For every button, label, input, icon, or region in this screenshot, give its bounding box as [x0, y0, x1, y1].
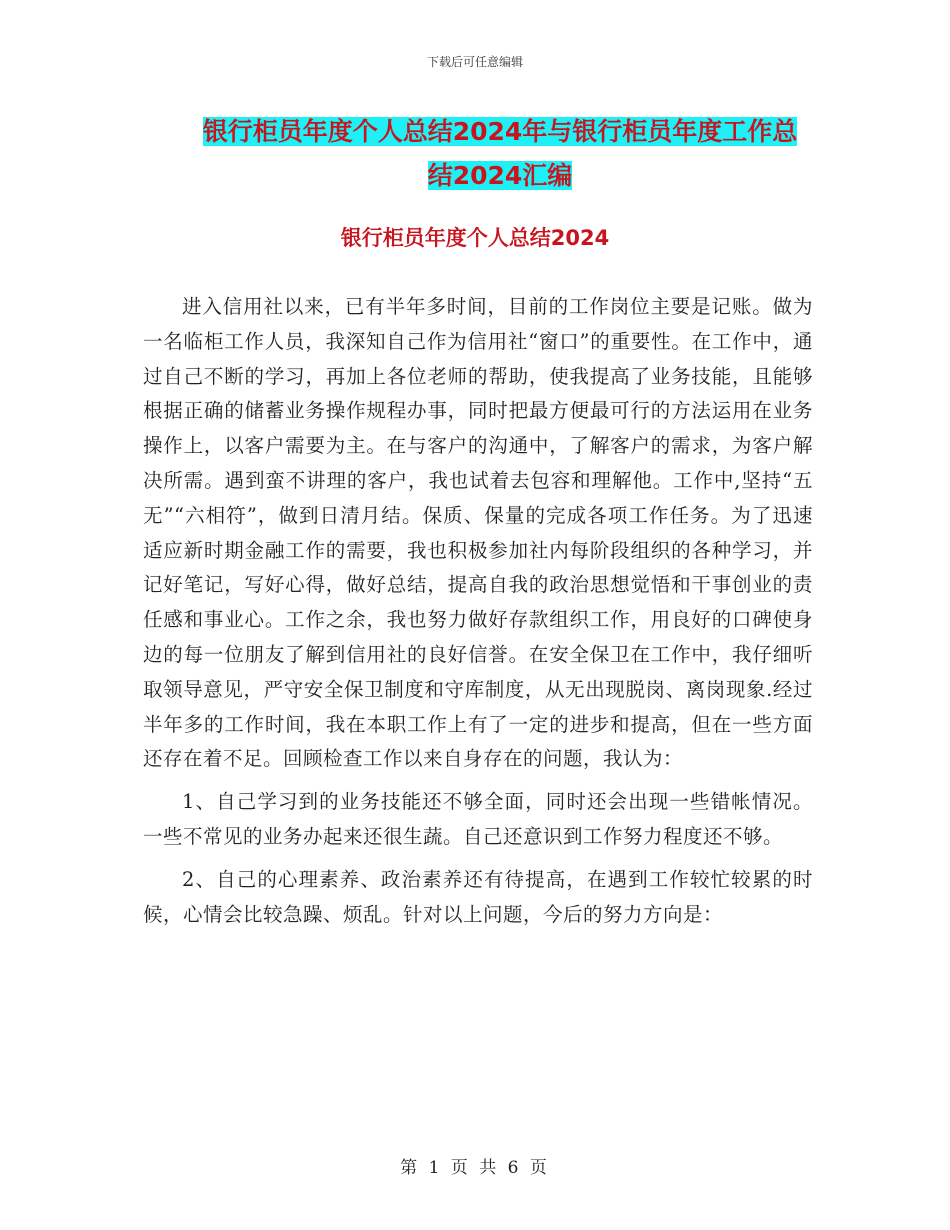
paragraph-point-2: 2、自己的心理素养、政治素养还有待提高，在遇到工作较忙较累的时候，心情会比较急躁、烦乱。针对以上问题，今后的努力方向是： [143, 867, 813, 926]
document-title [140, 110, 860, 198]
document-title-line-1: 银行柜员年度个人总结2024年与银行柜员年度工作总 [202, 117, 798, 146]
header-note: 下载后可任意编辑 [426, 55, 523, 69]
paragraph-point-1: 1、自己学习到的业务技能还不够全面，同时还会出现一些错帐情况。一些不常见的业务办起来还很生蔬。自己还意识到工作努力程度还不够。 [143, 790, 813, 848]
page-footer: 第 1 页 共 6 页 [400, 1158, 550, 1178]
document-title-line-2: 结2024汇编 [427, 161, 573, 190]
section-title: 银行柜员年度个人总结2024 [340, 226, 610, 250]
body-text [143, 290, 813, 932]
paragraph-intro: 进入信用社以来，已有半年多时间，目前的工作岗位主要是记账。做为一名临柜工作人员，我深知自己作为信用社“窗口”的重要性。在工作中，通过自己不断的学习，再加上各位老师的帮助，使我提高了业务技能，且能够根据正确的储蓄业务操作规程办事，同时把最方便最可行的方法运用在业务操作上，以客户需要为主。在与客户的沟通中，了解客户的需求，为客户解决所需。遇到蛮不讲理的客户，我也试着去包容和理解他。工作中,坚持“五无”“六相符”，做到日清月结。保质、保量的完成各项工作任务。为了迅速适应新时期金融工作的需要，我也积极参加社内每阶段组织的各种学习，并记好笔记，写好心得，做好总结，提高自我的政治思想觉悟和干事创业的责任感和事业心。工作之余，我也努力做好存款组织工作，用良好的口碑使身边的每一位朋友了解到信用社的良好信誉。在安全保卫在工作中，我仔细听取领导意见，严守安全保卫制度和守库制度，从无出现脱岗、离岗现象.经过半年多的工作时间，我在本职工作上有了一定的进步和提高，但在一些方面还存在着不足。回顾检查工作以来自身存在的问题，我认为： [143, 295, 813, 771]
